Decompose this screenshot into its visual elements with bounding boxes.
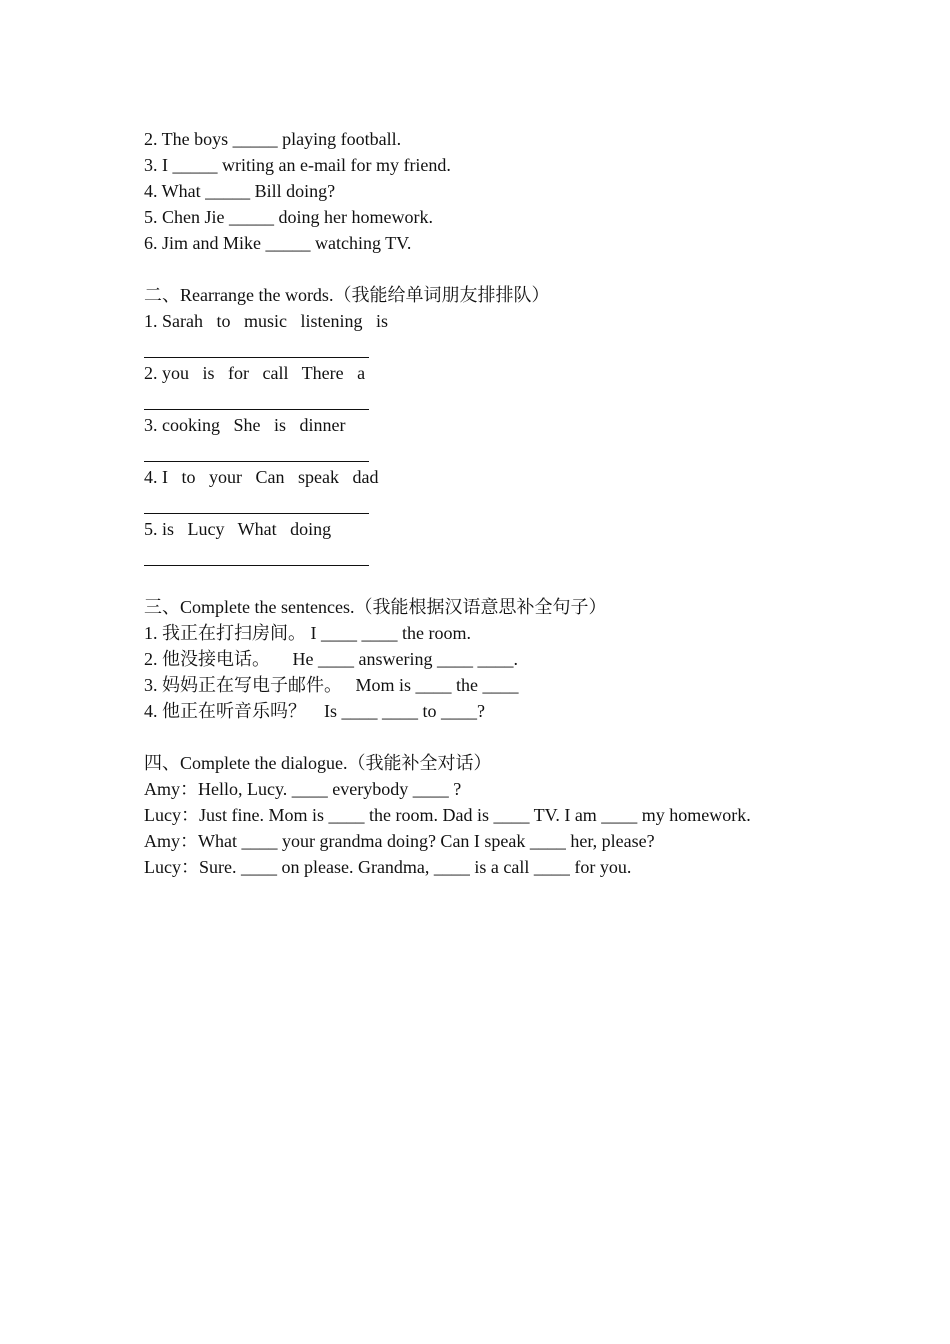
answer-line-2 — [144, 386, 844, 412]
dialogue-line-1: Amy：Hello, Lucy. ____ everybody ____ ? — [144, 779, 462, 799]
spacer — [144, 568, 844, 594]
fill-item-6: 6. Jim and Mike _____ watching TV. — [144, 233, 412, 253]
answer-line-3 — [144, 438, 844, 464]
section-heading-complete-sentences: 三、Complete the sentences.（我能根据汉语意思补全句子） — [144, 597, 607, 617]
rearrange-item-5: 5. is Lucy What doing — [144, 519, 332, 539]
sentence-item-2: 2. 他没接电话。 He ____ answering ____ ____. — [144, 649, 518, 669]
fill-item-2: 2. The boys _____ playing football. — [144, 129, 402, 149]
answer-line-5 — [144, 542, 844, 568]
fill-item-5: 5. Chen Jie _____ doing her homework. — [144, 207, 433, 227]
spacer — [144, 256, 844, 282]
section-heading-dialogue: 四、Complete the dialogue.（我能补全对话） — [144, 753, 492, 773]
sentence-item-4: 4. 他正在听音乐吗？ Is ____ ____ to ____? — [144, 701, 485, 721]
worksheet-content — [144, 126, 844, 880]
rearrange-item-1: 1. Sarah to music listening is — [144, 311, 388, 331]
fill-item-4: 4. What _____ Bill doing? — [144, 181, 336, 201]
rearrange-item-3: 3. cooking She is dinner — [144, 415, 346, 435]
answer-line-1 — [144, 334, 844, 360]
dialogue-line-4: Lucy：Sure. ____ on please. Grandma, ____ is a call ____ for you. — [144, 857, 632, 877]
dialogue-line-3: Amy：What ____ your grandma doing? Can I speak ____ her, please? — [144, 831, 655, 851]
sentence-item-1: 1. 我正在打扫房间。 I ____ ____ the room. — [144, 623, 471, 643]
dialogue-line-2: Lucy：Just fine. Mom is ____ the room. Dad is ____ TV. I am ____ my homework. — [144, 805, 751, 825]
rearrange-item-4: 4. I to your Can speak dad — [144, 467, 379, 487]
section-heading-rearrange: 二、Rearrange the words.（我能给单词朋友排排队） — [144, 285, 550, 305]
answer-line-4 — [144, 490, 844, 516]
rearrange-item-2: 2. you is for call There a — [144, 363, 366, 383]
fill-item-3: 3. I _____ writing an e-mail for my friend. — [144, 155, 451, 175]
sentence-item-3: 3. 妈妈正在写电子邮件。 Mom is ____ the ____ — [144, 675, 519, 695]
spacer — [144, 724, 844, 750]
